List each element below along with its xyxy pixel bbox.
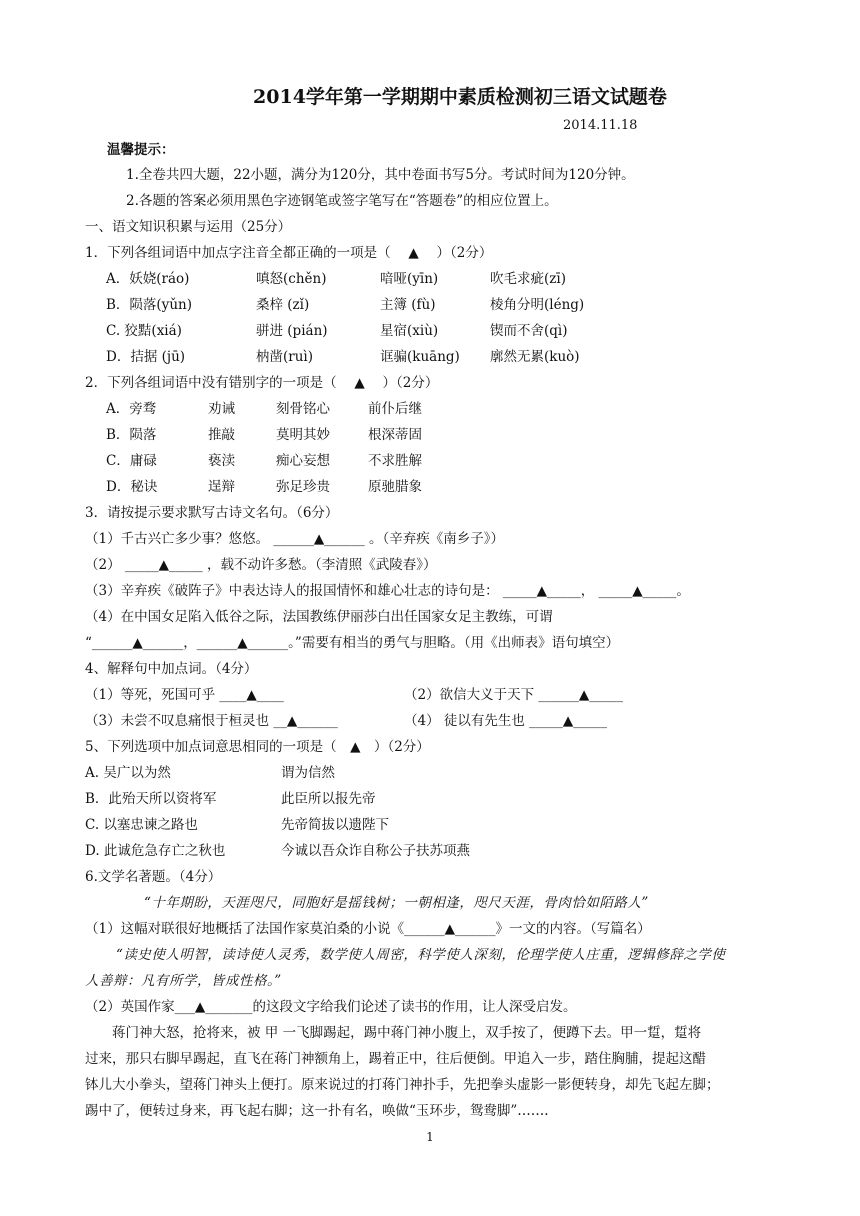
q4-item-4: （4） 徒以有先生也 _____▲_____ [404,713,608,729]
q4-item-1: （1）等死，死国可乎 ____▲____ [85,687,284,703]
q6-sub-1: （1）这幅对联很好地概括了法国作家莫泊桑的小说《______▲______》一文的内容。（写篇名） [85,921,651,937]
q6-passage-line-2: 过来，那只右脚早踢起，直飞在蒋门神额角上，踢着正中，往后便倒。甲追入一步，踏住胸脯，提起这醋 [85,1051,706,1067]
q6-couplet: “十年期盼，天涯咫尺，同胞好是摇钱树；一朝相逢，咫尺天涯，骨肉恰如陌路人” [144,895,649,911]
page-number: 1 [426,1130,434,1144]
q3-line-1: （1）千古兴亡多少事？悠悠。 ______▲______ 。（辛弃疾《南乡子》） [85,531,505,547]
tips-heading: 温馨提示： [107,142,175,158]
q6-sub-2: （2）英国作家___▲_______的这段文字给我们论述了读书的作用，让人深受启发。 [85,999,577,1015]
exam-page: 2014学年第一学期期中素质检测初三语文试题卷 2014.11.18 温馨提示： 1.全卷共四大题，22小题，满分为120分，其中卷面书写5分。考试时间为120分钟。 2.各题的答案必须用黑色字迹钢笔或签字笔写在“答题卷”的相应位置上。 一、语文知识积累与运用（25分） 1．下列各组词语中加点字注音全都正确的一项是（ ▲ ）（2分） A．妖娆(ráo) 嗔怒(chěn) 喑哑(yīn) 吹毛求疵(zī) B．陨落(yǔn) 桑梓 (zǐ) 主簿 (fù) 棱角分明(léng) C. 狡黠(xiá) 骈进 (pián) 星宿(xiù) 锲而不舍(qì) D．拮据 (jū) 枘凿(ruì) 诓骗(kuāng) 廓然无累(kuò) 2．下列各组词语中没有错别字的一项是（ ▲ ）（2分） A．旁骛 劝诫 刻骨铭心 前仆后继 B．陨落 推敲 莫明其妙 根深蒂固 C．庸碌 亵渎 痴心妄想 不求胜解 D．秘诀 逞辩 弥足珍贵 原驰腊象 3．请按提示要求默写古诗文名句。（6分） （1）千古兴亡多少事？悠悠。 ______▲______ 。（辛弃疾《南乡子》） （2） _____▲_____ ，载不动许多愁。（李清照《武陵春》） （3）辛弃疾《破阵子》中表达诗人的报国情怀和雄心壮志的诗句是： _____▲_____， _____▲_____。 （4）在中国女足陷入低谷之际，法国教练伊丽莎白出任国家女足主教练，可谓 “______▲______，______▲______。”需要有相当的勇气与胆略。（用《出师表》语句填空） 4、解释句中加点词。（4分） （1）等死，死国可乎 ____▲____ （2）欲信大义于天下 ______▲_____ （3）未尝不叹息痛恨于桓灵也 __▲______ （4） 徒以有先生也 _____▲_____ 5、下列选项中加点词意思相同的一项是（ ▲ ）（2分） A. 吴广以为然 谓为信然 B．此殆天所以资将军 此臣所以报先帝 C. 以塞忠谏之路也 先帝简拔以遗陛下 D. 此诚危急存亡之秋也 今诚以吾众诈自称公子扶苏项燕 6.文学名著题。（4分） “十年期盼，天涯咫尺，同胞好是摇钱树；一朝相逢，咫尺天涯，骨肉恰如陌路人” （1）这幅对联很好地概括了法国作家莫泊桑的小说《______▲______》一文的内容。（写篇名） “读史使人明智，读诗使人灵秀，数学使人周密，科学使人深刻，伦理学使人庄重，逻辑修辞之学使 人善辩：凡有所学，皆成性格。” （2）英国作家___▲_______的这段文字给我们论述了读书的作用，让人深受启发。 蒋门神大怒，抢将来，被 甲 一飞脚踢起，踢中蒋门神小腹上，双手按了，便蹲下去。甲一踅，踅将 过来，那只右脚早踢起，直飞在蒋门神额角上，踢着正中，往后便倒。甲追入一步，踏住胸脯，提起这醋 钵儿大小拳头，望蒋门神头上便打。原来说过的打蒋门神扑手，先把拳头虚影一影便转身，却先飞起左脚； 踢中了，便转过身来，再飞起右脚；这一扑有名，唤做“玉环步，鸳鸯脚”……. 1 [0,0,860,1216]
tip-item-2: 2.各题的答案必须用黑色字迹钢笔或签字笔写在“答题卷”的相应位置上。 [126,193,558,209]
q6-passage-line-1: 蒋门神大怒，抢将来，被 甲 一飞脚踢起，踢中蒋门神小腹上，双手按了，便蹲下去。甲一踅，踅将 [112,1025,702,1041]
q6-passage-line-3: 钵儿大小拳头，望蒋门神头上便打。原来说过的打蒋门神扑手，先把拳头虚影一影便转身，却先飞起左脚； [85,1077,720,1093]
q4-item-2: （2）欲信大义于天下 ______▲_____ [404,687,624,703]
question-2-stem: 2．下列各组词语中没有错别字的一项是（ ▲ ）（2分） [85,375,439,391]
section-heading: 一、语文知识积累与运用（25分） [85,219,292,235]
question-3-stem: 3．请按提示要求默写古诗文名句。（6分） [85,505,339,521]
question-5-stem: 5、下列选项中加点词意思相同的一项是（ ▲ ）（2分） [85,739,430,755]
q6-quote-line-2: 人善辩：凡有所学，皆成性格。” [85,973,282,989]
q3-line-4: （4）在中国女足陷入低谷之际，法国教练伊丽莎白出任国家女足主教练，可谓 [85,609,553,625]
question-1-stem: 1．下列各组词语中加点字注音全都正确的一项是（ ▲ ）（2分） [85,245,493,261]
q6-quote-line-1: “读史使人明智，读诗使人灵秀，数学使人周密，科学使人深刻，伦理学使人庄重，逻辑修辞之学使 [116,947,726,963]
page-title: 2014学年第一学期期中素质检测初三语文试题卷 [253,86,667,108]
q3-line-5: “______▲______，______▲______。”需要有相当的勇气与胆略。（用《出师表》语句填空） [85,635,620,651]
question-6-stem: 6.文学名著题。（4分） [85,869,222,885]
q4-item-3: （3）未尝不叹息痛恨于桓灵也 __▲______ [85,713,338,729]
tip-item-1: 1.全卷共四大题，22小题，满分为120分，其中卷面书写5分。考试时间为120分钟。 [126,167,635,183]
question-4-stem: 4、解释句中加点词。（4分） [85,661,258,677]
q6-passage-line-4: 踢中了，便转过身来，再飞起右脚；这一扑有名，唤做“玉环步，鸳鸯脚”……. [85,1103,549,1119]
q3-line-3: （3）辛弃疾《破阵子》中表达诗人的报国情怀和雄心壮志的诗句是： _____▲_____， _____▲_____。 [85,583,690,599]
q3-line-2: （2） _____▲_____ ，载不动许多愁。（李清照《武陵春》） [85,557,437,573]
exam-date: 2014.11.18 [563,118,638,133]
